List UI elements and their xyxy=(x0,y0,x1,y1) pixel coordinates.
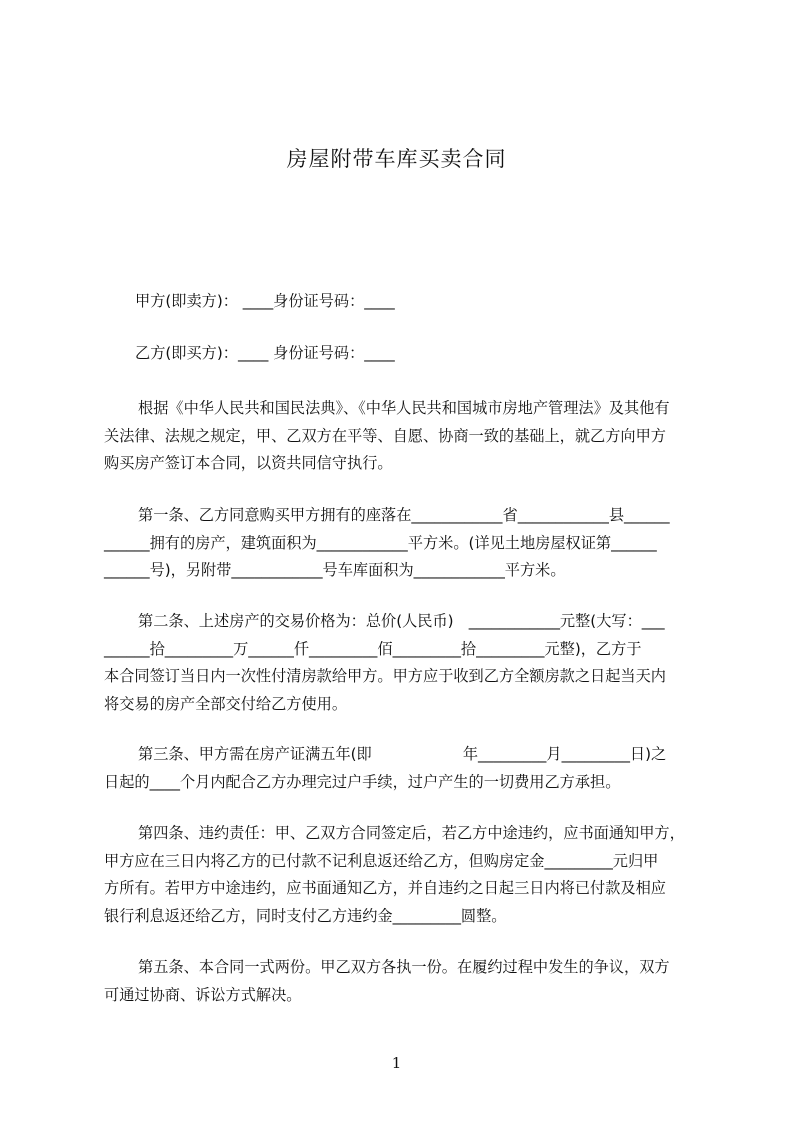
preamble-line-2: 关法律、法规之规定，甲、乙双方在平等、自愿、协商一致的基础上，就乙方向甲方 xyxy=(104,426,666,445)
article-5-paragraph xyxy=(104,954,702,1009)
article-4-paragraph xyxy=(104,820,702,930)
article-4-line-2: 甲方应在三日内将乙方的已付款不记利息返还给乙方，但购房定金_________元归甲 xyxy=(104,851,659,870)
party-b-text: 乙方(即买方)：____ 身份证号码：____ xyxy=(135,344,395,362)
article-1-line-2: ______拥有的房产，建筑面积为____________平方米。(详见土地房屋权证第______ xyxy=(104,533,657,552)
document-title: 房屋附带车库买卖合同 xyxy=(286,147,507,171)
article-2-line-4: 将交易的房产全部交付给乙方使用。 xyxy=(104,694,347,713)
page-number: 1 xyxy=(391,1054,402,1072)
article-2-paragraph xyxy=(104,608,702,718)
article-4-line-1: 第四条、违约责任：甲、乙双方合同签定后，若乙方中途违约，应书面通知甲方， xyxy=(138,824,685,842)
party-a-line xyxy=(104,288,702,316)
article-3-paragraph xyxy=(104,741,702,796)
article-3-line-2: 日起的____个月内配合乙方办理完过户手续，过户产生的一切费用乙方承担。 xyxy=(104,772,621,791)
party-a-text: 甲方(即卖方)： ____身份证号码：____ xyxy=(135,292,395,310)
preamble-paragraph xyxy=(104,395,702,478)
preamble-line-1: 根据《中华人民共和国民法典》、《中华人民共和国城市房地产管理法》及其他有 xyxy=(138,399,670,417)
preamble-line-3: 购买房产签订本合同，以资共同信守执行。 xyxy=(104,454,393,472)
article-3-line-1: 第三条、甲方需在房产证满五年(即 年_________月_________日)之 xyxy=(138,745,667,763)
article-2-line-1: 第二条、上述房产的交易价格为：总价(人民币) ____________元整(大写：___ xyxy=(138,612,665,630)
article-4-line-4: 银行利息返还给乙方，同时支付乙方违约金_________圆整。 xyxy=(104,906,507,925)
article-1-line-1: 第一条、乙方同意购买甲方拥有的座落在____________省____________县______ xyxy=(138,506,670,524)
article-5-line-2: 可通过协商、诉讼方式解决。 xyxy=(104,985,302,1004)
article-4-line-3: 方所有。若甲方中途违约，应书面通知乙方，并自违约之日起三日内将已付款及相应 xyxy=(104,879,666,897)
article-1-line-3: ______号)，另附带____________号车库面积为____________平方米。 xyxy=(104,561,566,579)
article-2-line-3: 本合同签订当日内一次性付清房款给甲方。甲方应于收到乙方全额房款之日起当天内 xyxy=(104,667,666,685)
party-b-line xyxy=(104,340,702,368)
article-5-line-1: 第五条、本合同一式两份。甲乙双方各执一份。在履约过程中发生的争议，双方 xyxy=(138,958,670,976)
article-1-paragraph xyxy=(104,502,702,585)
article-2-line-2: ______拾_________万______仟_________佰_________拾_________元整)，乙方于 xyxy=(104,639,642,658)
